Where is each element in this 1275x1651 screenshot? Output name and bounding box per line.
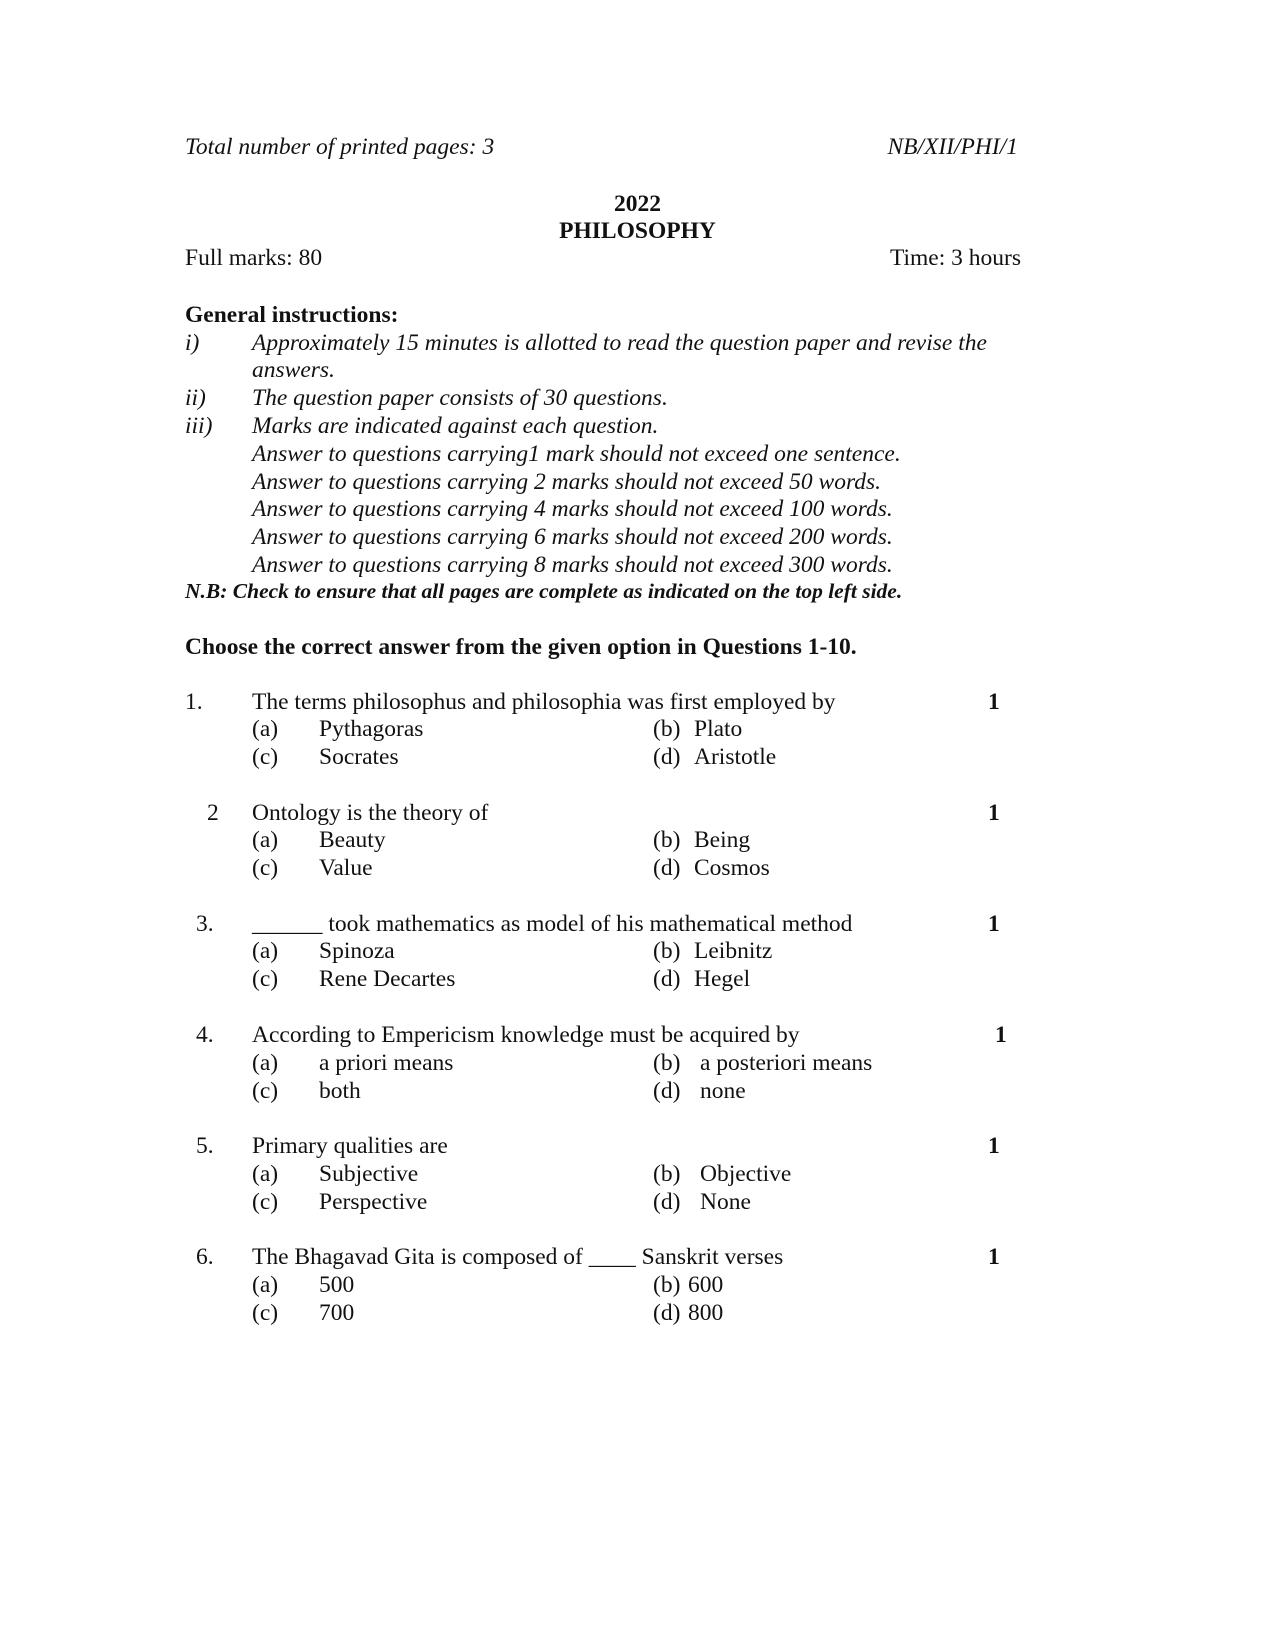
instruction-text: Approximately 15 minutes is allotted to read the question paper and revise the bbox=[252, 330, 987, 356]
option-text: Perspective bbox=[319, 1189, 428, 1215]
option-text: Subjective bbox=[319, 1161, 419, 1187]
option-label: (a) bbox=[252, 1161, 279, 1187]
instruction-text-continued: answers. bbox=[252, 357, 335, 383]
paper-code: NB/XII/PHI/1 bbox=[887, 134, 1018, 160]
option-label: (a) bbox=[252, 1272, 279, 1298]
option-text: 600 bbox=[688, 1272, 724, 1298]
option-text: Hegel bbox=[694, 966, 751, 992]
full-marks: Full marks: 80 bbox=[185, 245, 323, 271]
option-label: (d) bbox=[653, 1078, 681, 1104]
section-heading: Choose the correct answer from the given option in Questions 1-10. bbox=[185, 634, 857, 660]
question-marks: 1 bbox=[995, 1022, 1007, 1048]
question-number: 6. bbox=[196, 1244, 214, 1270]
instructions-title: General instructions: bbox=[185, 302, 399, 328]
question-text: Ontology is the theory of bbox=[252, 800, 489, 826]
option-label: (d) bbox=[653, 1189, 681, 1215]
instruction-number: i) bbox=[185, 330, 200, 356]
instruction-text: The question paper consists of 30 questions. bbox=[252, 385, 668, 411]
option-label: (c) bbox=[252, 744, 279, 770]
option-text: 500 bbox=[319, 1272, 355, 1298]
option-label: (b) bbox=[653, 827, 681, 853]
nb-note: N.B: Check to ensure that all pages are complete as indicated on the top left side. bbox=[185, 579, 903, 603]
option-text: Plato bbox=[694, 716, 743, 742]
option-label: (d) bbox=[653, 966, 681, 992]
option-label: (c) bbox=[252, 855, 279, 881]
option-label: (a) bbox=[252, 827, 279, 853]
question-number: 1. bbox=[185, 689, 203, 715]
option-text: both bbox=[319, 1078, 361, 1104]
option-label: (a) bbox=[252, 1050, 279, 1076]
option-label: (c) bbox=[252, 1300, 279, 1326]
option-text: Pythagoras bbox=[319, 716, 424, 742]
option-label: (d) bbox=[653, 855, 681, 881]
option-text: Leibnitz bbox=[694, 938, 773, 964]
option-text: Objective bbox=[700, 1161, 792, 1187]
question-text: The Bhagavad Gita is composed of ____ Sanskrit verses bbox=[252, 1244, 784, 1270]
word-limit-rule: Answer to questions carrying 6 marks should not exceed 200 words. bbox=[252, 524, 893, 550]
option-label: (c) bbox=[252, 1078, 279, 1104]
option-label: (c) bbox=[252, 1189, 279, 1215]
instruction-number: ii) bbox=[185, 385, 206, 411]
word-limit-rule: Answer to questions carrying 2 marks should not exceed 50 words. bbox=[252, 469, 882, 495]
option-text: Aristotle bbox=[694, 744, 777, 770]
time-allowed: Time: 3 hours bbox=[889, 245, 1021, 271]
option-text: a priori means bbox=[319, 1050, 454, 1076]
option-text: Rene Decartes bbox=[319, 966, 456, 992]
question-number: 5. bbox=[196, 1133, 214, 1159]
option-label: (b) bbox=[653, 1050, 681, 1076]
question-text: According to Empericism knowledge must be acquired by bbox=[252, 1022, 800, 1048]
option-label: (b) bbox=[653, 716, 681, 742]
exam-year: 2022 bbox=[614, 191, 661, 217]
option-label: (b) bbox=[653, 938, 681, 964]
option-text: none bbox=[700, 1078, 746, 1104]
word-limit-rule: Answer to questions carrying 4 marks should not exceed 100 words. bbox=[252, 496, 893, 522]
option-label: (b) bbox=[653, 1272, 681, 1298]
option-label: (c) bbox=[252, 966, 279, 992]
option-text: 700 bbox=[319, 1300, 355, 1326]
option-label: (b) bbox=[653, 1161, 681, 1187]
option-label: (d) bbox=[653, 1300, 681, 1326]
question-marks: 1 bbox=[988, 1244, 1000, 1270]
question-number: 3. bbox=[196, 911, 214, 937]
question-number: 4. bbox=[196, 1022, 214, 1048]
option-text: Socrates bbox=[319, 744, 399, 770]
option-text: Value bbox=[319, 855, 373, 881]
subject-title: PHILOSOPHY bbox=[559, 218, 716, 244]
question-marks: 1 bbox=[988, 800, 1000, 826]
question-text: The terms philosophus and philosophia was first employed by bbox=[252, 689, 836, 715]
option-label: (a) bbox=[252, 938, 279, 964]
question-marks: 1 bbox=[988, 911, 1000, 937]
option-text: Spinoza bbox=[319, 938, 395, 964]
question-marks: 1 bbox=[988, 1133, 1000, 1159]
instruction-text: Marks are indicated against each question. bbox=[252, 413, 659, 439]
option-text: Cosmos bbox=[694, 855, 770, 881]
option-text: None bbox=[700, 1189, 751, 1215]
option-label: (d) bbox=[653, 744, 681, 770]
word-limit-rule: Answer to questions carrying1 mark should not exceed one sentence. bbox=[252, 441, 901, 467]
word-limit-rule: Answer to questions carrying 8 marks should not exceed 300 words. bbox=[252, 552, 893, 578]
question-number: 2 bbox=[207, 800, 219, 826]
option-text: Beauty bbox=[319, 827, 386, 853]
option-text: Being bbox=[694, 827, 751, 853]
instruction-number: iii) bbox=[185, 413, 213, 439]
question-text: Primary qualities are bbox=[252, 1133, 448, 1159]
option-text: 800 bbox=[688, 1300, 724, 1326]
question-marks: 1 bbox=[988, 689, 1000, 715]
option-label: (a) bbox=[252, 716, 279, 742]
option-text: a posteriori means bbox=[700, 1050, 873, 1076]
question-text: ______ took mathematics as model of his mathematical method bbox=[252, 911, 853, 937]
printed-pages-note: Total number of printed pages: 3 bbox=[185, 134, 495, 160]
